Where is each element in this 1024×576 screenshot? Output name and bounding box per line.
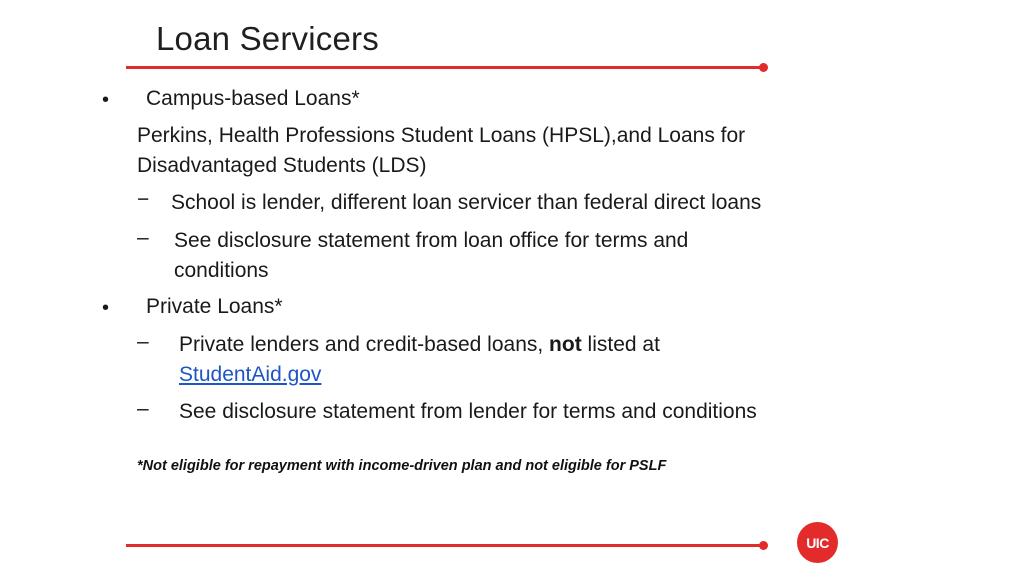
not-emphasis: not: [549, 333, 582, 356]
uic-logo: [797, 522, 838, 563]
perkins-line-1: Perkins, Health Professions Student Loans (HPSL),and Loans for: [137, 124, 746, 147]
dash-marker: –: [137, 330, 149, 353]
dash-marker: −: [137, 188, 150, 211]
logo-text: UIC: [806, 534, 829, 551]
perkins-line-2: Disadvantaged Students (LDS): [137, 154, 427, 177]
bottom-divider: [126, 544, 764, 547]
bullet-campus-based-loans: Campus-based Loans*: [146, 87, 360, 110]
loan-office-disclosure-line-2: conditions: [174, 259, 269, 282]
studentaid-link[interactable]: StudentAid.gov: [179, 363, 322, 386]
school-lender-text: School is lender, different loan servicer than federal direct loans: [171, 191, 762, 214]
bullet-marker: •: [102, 297, 110, 319]
loan-office-disclosure-line-1: See disclosure statement from loan office for terms and: [174, 229, 689, 252]
bullet-private-loans: Private Loans*: [146, 295, 283, 318]
slide-title: Loan Servicers: [156, 20, 379, 57]
bullet-marker: •: [102, 89, 110, 111]
studentaid-link-line: [179, 360, 321, 390]
divider-dot: [759, 541, 768, 550]
top-divider: [126, 66, 764, 69]
footnote: *Not eligible for repayment with income-driven plan and not eligible for PSLF: [137, 458, 667, 474]
private-lenders-line: [179, 330, 660, 360]
dash-marker: –: [137, 226, 149, 249]
dash-marker: –: [137, 397, 149, 420]
divider-dot: [759, 63, 768, 72]
listed-at-text: listed at: [581, 333, 660, 356]
private-lenders-text: Private lenders and credit-based loans,: [179, 333, 550, 356]
lender-disclosure-text: See disclosure statement from lender for terms and conditions: [179, 400, 757, 423]
